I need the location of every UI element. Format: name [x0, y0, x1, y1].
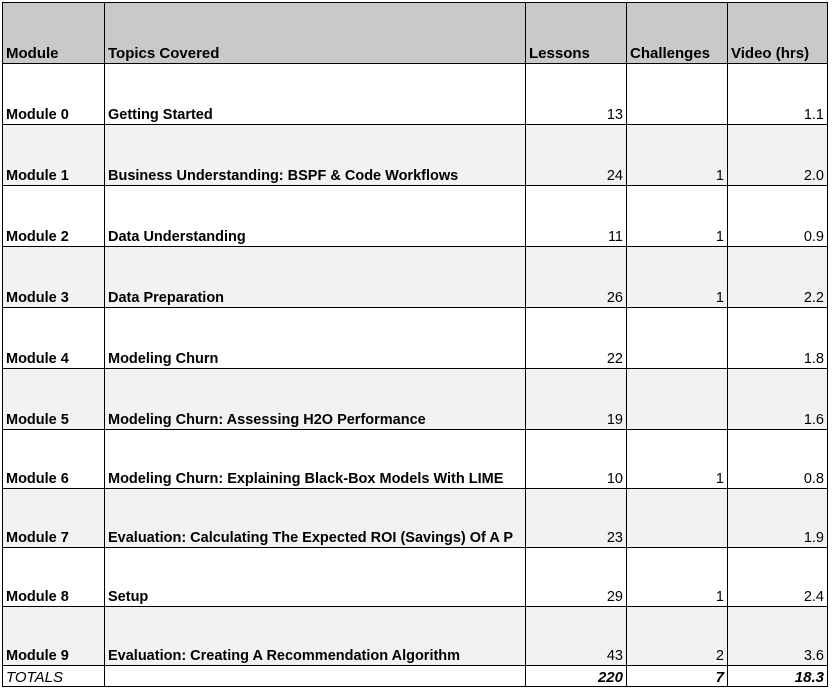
- topic-cell[interactable]: Getting Started: [105, 64, 526, 125]
- header-video[interactable]: Video (hrs): [728, 3, 828, 64]
- header-challenges[interactable]: Challenges: [627, 3, 728, 64]
- table-row: [3, 64, 828, 125]
- topic-cell[interactable]: Setup: [105, 548, 526, 607]
- video-cell[interactable]: 1.8: [728, 308, 828, 369]
- video-cell[interactable]: 1.6: [728, 369, 828, 430]
- lessons-cell[interactable]: 43: [526, 607, 627, 666]
- module-cell[interactable]: Module 8: [3, 548, 105, 607]
- challenges-cell[interactable]: [627, 64, 728, 125]
- totals-topic-cell[interactable]: [105, 666, 526, 687]
- module-cell[interactable]: Module 3: [3, 247, 105, 308]
- challenges-cell[interactable]: 1: [627, 430, 728, 489]
- challenges-cell[interactable]: 1: [627, 247, 728, 308]
- totals-lessons[interactable]: 220: [526, 666, 627, 687]
- table-row: [3, 430, 828, 489]
- table-row: [3, 489, 828, 548]
- totals-row: [3, 666, 828, 687]
- topic-cell[interactable]: Evaluation: Creating A Recommendation Algorithm: [105, 607, 526, 666]
- course-modules-table: [2, 2, 828, 687]
- topic-cell[interactable]: Modeling Churn: Explaining Black-Box Models With LIME: [105, 430, 526, 489]
- totals-challenges[interactable]: 7: [627, 666, 728, 687]
- module-cell[interactable]: Module 9: [3, 607, 105, 666]
- video-cell[interactable]: 2.0: [728, 125, 828, 186]
- video-cell[interactable]: 2.4: [728, 548, 828, 607]
- header-row: [3, 3, 828, 64]
- lessons-cell[interactable]: 13: [526, 64, 627, 125]
- table-row: [3, 247, 828, 308]
- challenges-cell[interactable]: [627, 308, 728, 369]
- header-module[interactable]: Module: [3, 3, 105, 64]
- lessons-cell[interactable]: 19: [526, 369, 627, 430]
- challenges-cell[interactable]: 1: [627, 548, 728, 607]
- module-cell[interactable]: Module 1: [3, 125, 105, 186]
- lessons-cell[interactable]: 23: [526, 489, 627, 548]
- video-cell[interactable]: 0.8: [728, 430, 828, 489]
- challenges-cell[interactable]: 1: [627, 186, 728, 247]
- topic-cell[interactable]: Business Understanding: BSPF & Code Workflows: [105, 125, 526, 186]
- table-row: [3, 125, 828, 186]
- lessons-cell[interactable]: 26: [526, 247, 627, 308]
- table-row: [3, 308, 828, 369]
- topic-cell[interactable]: Evaluation: Calculating The Expected ROI (Savings) Of A P: [105, 489, 526, 548]
- table-row: [3, 186, 828, 247]
- module-cell[interactable]: Module 0: [3, 64, 105, 125]
- challenges-cell[interactable]: 1: [627, 125, 728, 186]
- topic-cell[interactable]: Data Preparation: [105, 247, 526, 308]
- header-topics[interactable]: Topics Covered: [105, 3, 526, 64]
- module-cell[interactable]: Module 6: [3, 430, 105, 489]
- video-cell[interactable]: 1.9: [728, 489, 828, 548]
- topic-cell[interactable]: Data Understanding: [105, 186, 526, 247]
- module-cell[interactable]: Module 7: [3, 489, 105, 548]
- lessons-cell[interactable]: 10: [526, 430, 627, 489]
- lessons-cell[interactable]: 24: [526, 125, 627, 186]
- lessons-cell[interactable]: 22: [526, 308, 627, 369]
- challenges-cell[interactable]: [627, 369, 728, 430]
- module-cell[interactable]: Module 2: [3, 186, 105, 247]
- video-cell[interactable]: 3.6: [728, 607, 828, 666]
- totals-video[interactable]: 18.3: [728, 666, 828, 687]
- module-cell[interactable]: Module 4: [3, 308, 105, 369]
- topic-cell[interactable]: Modeling Churn: Assessing H2O Performance: [105, 369, 526, 430]
- topic-cell[interactable]: Modeling Churn: [105, 308, 526, 369]
- video-cell[interactable]: 2.2: [728, 247, 828, 308]
- module-cell[interactable]: Module 5: [3, 369, 105, 430]
- table-row: [3, 607, 828, 666]
- lessons-cell[interactable]: 11: [526, 186, 627, 247]
- table-row: [3, 369, 828, 430]
- totals-label[interactable]: TOTALS: [3, 666, 105, 687]
- video-cell[interactable]: 1.1: [728, 64, 828, 125]
- challenges-cell[interactable]: 2: [627, 607, 728, 666]
- lessons-cell[interactable]: 29: [526, 548, 627, 607]
- table-row: [3, 548, 828, 607]
- challenges-cell[interactable]: [627, 489, 728, 548]
- header-lessons[interactable]: Lessons: [526, 3, 627, 64]
- video-cell[interactable]: 0.9: [728, 186, 828, 247]
